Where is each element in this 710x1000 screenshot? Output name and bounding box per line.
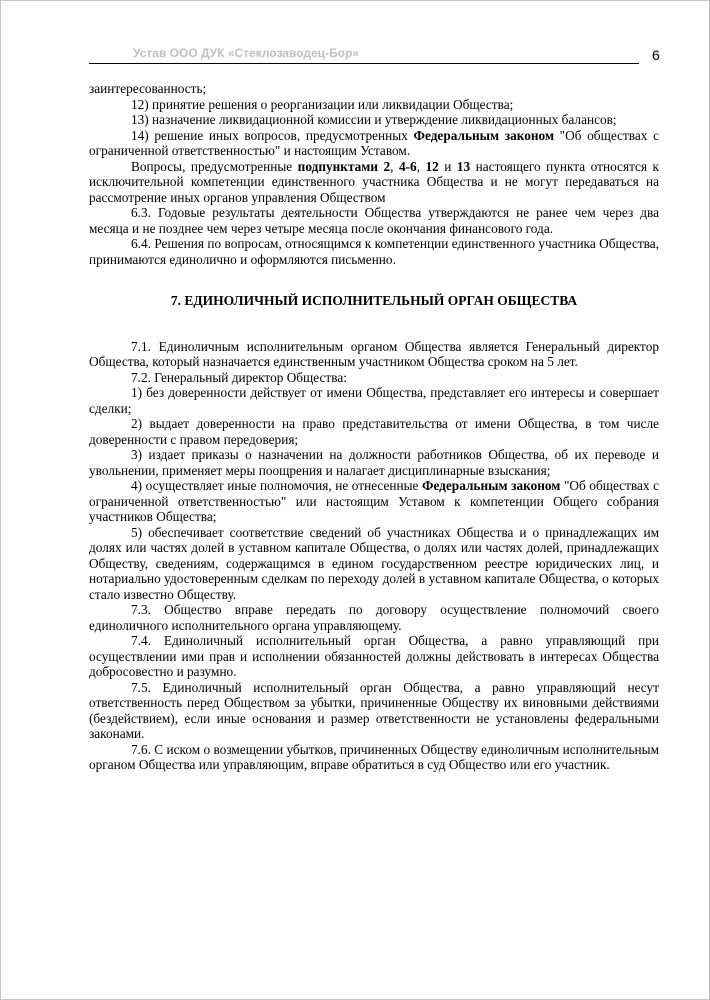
subpoint-reference: 12 bbox=[425, 158, 439, 174]
subpoint-reference: 4-6 bbox=[398, 158, 417, 174]
paragraph: 7.6. С иском о возмещении убытков, причиненных Обществу единоличным исполнительным органом Общества или управляющим, вправе обратиться в суд Общество или его участник. bbox=[89, 741, 659, 772]
page-header bbox=[89, 45, 639, 64]
paragraph: 3) издает приказы о назначении на должности работников Общества, об их переводе и увольнении, применяет меры поощрения и налагает дисциплинарные взыскания; bbox=[89, 447, 659, 478]
subpoint-reference: подпунктами 2 bbox=[297, 158, 391, 174]
paragraph: 7.2. Генеральный директор Общества: bbox=[131, 369, 347, 385]
law-reference: Федеральным законом bbox=[413, 127, 554, 143]
text-run: 14) решение иных вопросов, предусмотренных bbox=[131, 127, 414, 143]
text-run: , bbox=[390, 158, 399, 174]
paragraph: 6.4. Решения по вопросам, относящимся к компетенции единственного участника Общества, принимаются единолично и оформляются письменно. bbox=[89, 236, 659, 267]
paragraph: 7.5. Единоличный исполнительный орган Общества, а равно управляющий несут ответственность перед Обществом за убытки, причиненные Обществу их виновными действиями (бездействием), если иные основания и размер ответственности не установлены федеральными законами. bbox=[89, 679, 659, 741]
header-title: Устав ООО ДУК «Стеклозаводец-Бор» bbox=[133, 46, 359, 60]
text-run: "Об обществах с ограниченной ответственностью" и настоящим Уставом. bbox=[89, 127, 659, 158]
paragraph: 7.1. Единоличным исполнительным органом Общества является Генеральный директор Общества, который назначается единственным участником Общества сроком на 5 лет. bbox=[89, 338, 659, 369]
page-number: 6 bbox=[652, 47, 660, 63]
paragraph: 12) принятие решения о реорганизации или ликвидации Общества; bbox=[131, 96, 514, 112]
paragraph bbox=[89, 159, 659, 206]
paragraph: заинтересованность; bbox=[89, 81, 207, 96]
law-reference: Федеральным законом bbox=[422, 478, 561, 493]
subpoint-reference: 13 bbox=[456, 158, 471, 174]
text-run: и bbox=[438, 158, 457, 174]
paragraph: 13) назначение ликвидационной комиссии и утверждение ликвидационных балансов; bbox=[131, 112, 617, 127]
paragraph: 1) без доверенности действует от имени Общества, представляет его интересы и совершает сделки; bbox=[89, 385, 659, 416]
paragraph: 2) выдает доверенности на право представительства от имени Общества, в том числе доверенности с правом передоверия; bbox=[89, 416, 659, 447]
text-run: , bbox=[416, 158, 426, 174]
text-run: настоящего пункта относятся к исключительной компетенции единственного участника Общества и не могут передаваться на рассмотрение иных органов управления Обществом bbox=[89, 158, 659, 205]
document-body bbox=[89, 81, 659, 773]
text-run: Вопросы, предусмотренные bbox=[131, 158, 298, 174]
section-heading: 7. ЕДИНОЛИЧНЫЙ ИСПОЛНИТЕЛЬНЫЙ ОРГАН ОБЩЕСТВА bbox=[170, 293, 578, 308]
paragraph: 7.4. Единоличный исполнительный орган Общества, а равно управляющий при осуществлении ими прав и исполнении обязанностей должны действовать в интересах Общества добросовестно и разумно. bbox=[89, 633, 659, 679]
paragraph: 7.3. Общество вправе передать по договору осуществление полномочий своего единоличного исполнительного органа управляющему. bbox=[89, 602, 659, 633]
text-run: 4) осуществляет иные полномочия, не отнесенные bbox=[131, 478, 423, 493]
paragraph: 6.3. Годовые результаты деятельности Общества утверждаются не ранее чем через два месяца и не позднее чем через четыре месяца после окончания финансового года. bbox=[89, 205, 659, 236]
paragraph bbox=[89, 478, 659, 525]
text-run: "Об обществах с ограниченной ответственностью" или настоящим Уставом к компетенции Общего собрания участников Общества; bbox=[89, 478, 660, 524]
paragraph bbox=[89, 128, 659, 159]
paragraph: 5) обеспечивает соответствие сведений об участниках Общества и о принадлежащих им долях или частях долей в уставном капитале Общества, о долях или частях долей, принадлежащих Обществу, сведениям, содержащимся в едином государственном реестре юридических лиц, и нотариально удостоверенным сделкам по переходу долей в уставном капитале Общества, о которых стало известно Обществу. bbox=[89, 524, 659, 602]
